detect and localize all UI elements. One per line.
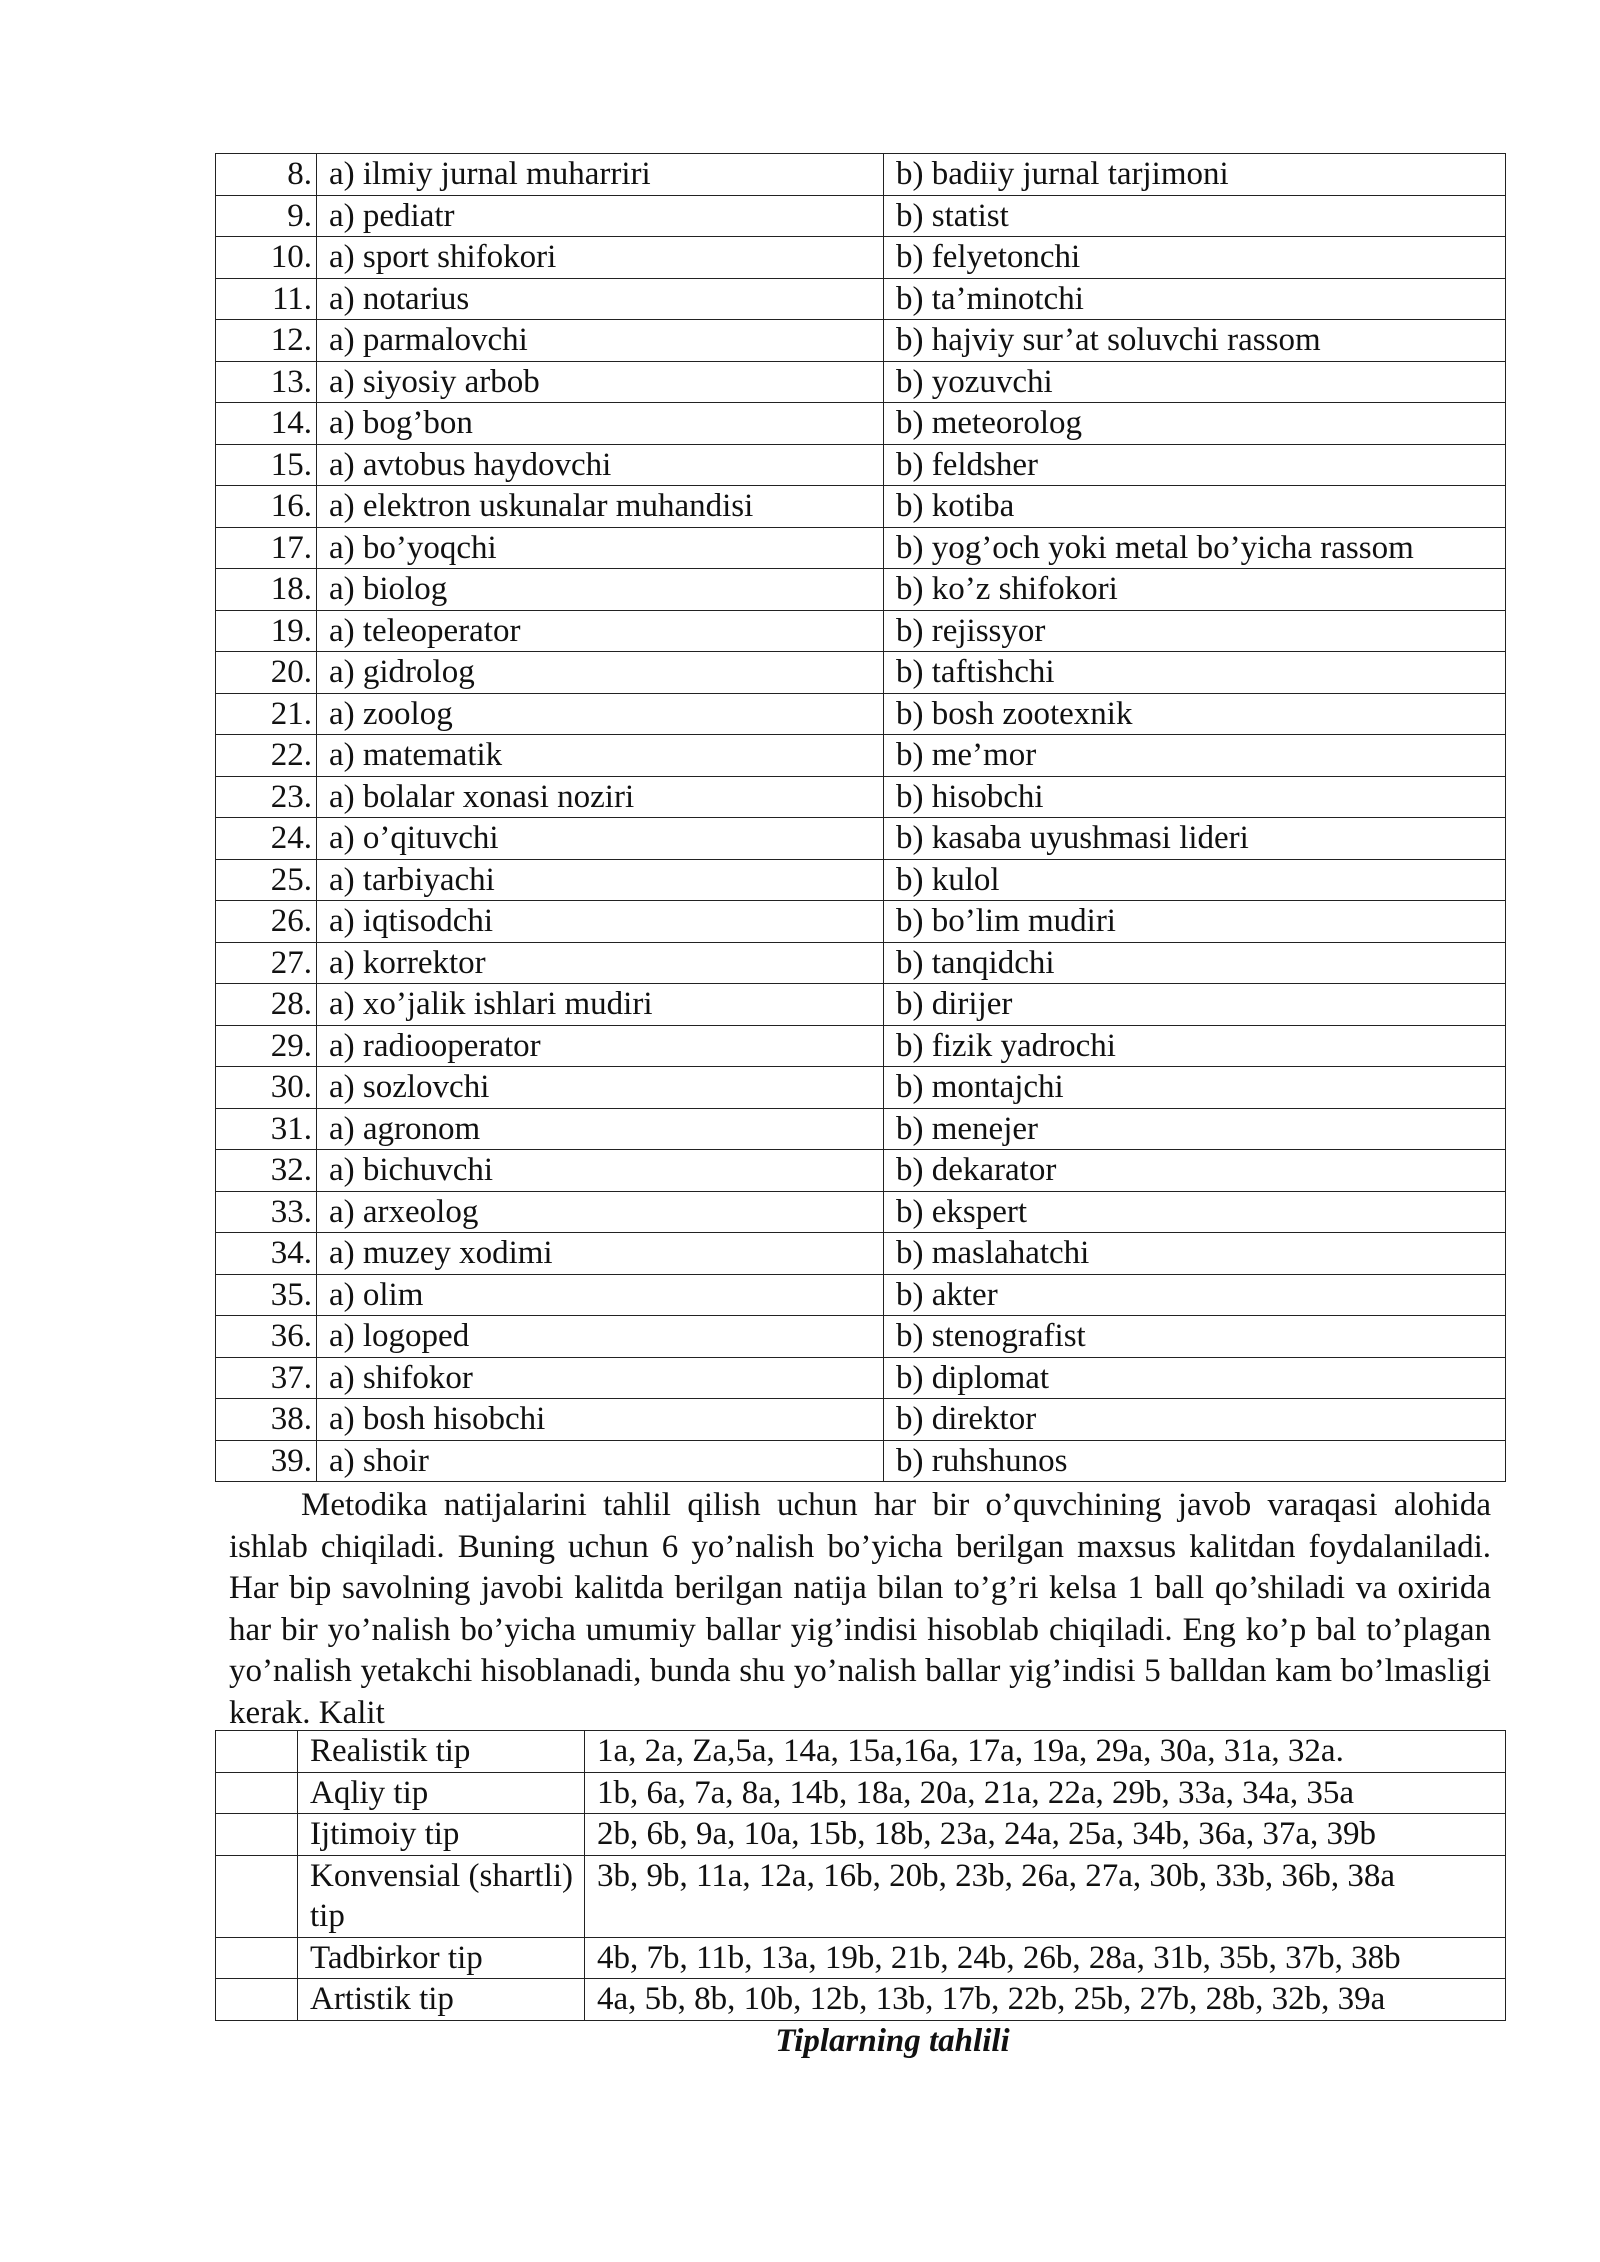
option-a: a) pediatr xyxy=(317,195,884,237)
option-a: a) biolog xyxy=(317,569,884,611)
row-number: 34. xyxy=(216,1233,317,1275)
table-row xyxy=(216,154,1506,196)
table-row xyxy=(216,776,1506,818)
type-answers: 1b, 6a, 7a, 8a, 14b, 18a, 20a, 21a, 22a, 29b, 33a, 34a, 35a xyxy=(585,1772,1506,1814)
type-answers: 4a, 5b, 8b, 10b, 12b, 13b, 17b, 22b, 25b, 27b, 28b, 32b, 39a xyxy=(585,1979,1506,2021)
option-b: b) taftishchi xyxy=(884,652,1506,694)
row-number: 24. xyxy=(216,818,317,860)
row-number: 26. xyxy=(216,901,317,943)
row-number: 20. xyxy=(216,652,317,694)
row-number: 11. xyxy=(216,278,317,320)
row-number: 29. xyxy=(216,1025,317,1067)
method-paragraph-text: Metodika natijalarini tahlil qilish uchun har bir o’quvchining javob varaqasi alohida ishlab chiqiladi. Buning uchun 6 yo’nalish bo’yicha berilgan maxsus kalitdan foydalaniladi. Har bip savolning javobi kalitda berilgan natija bilan to’g’ri kelsa 1 ball qo’shiladi va oxirida har bir yo’nalish bo’yicha umumiy ballar yig’indisi hisoblab chiqiladi. Eng ko’p bal to’plagan yo’nalish yetakchi hisoblanadi, bunda shu yo’nalish ballar yig’indisi 5 balldan kam bo’lmasligi kerak. Kalit xyxy=(229,1487,1491,1731)
empty-cell xyxy=(216,1772,298,1814)
row-number: 36. xyxy=(216,1316,317,1358)
option-b: b) yozuvchi xyxy=(884,361,1506,403)
type-answers: 2b, 6b, 9a, 10a, 15b, 18b, 23a, 24a, 25a, 34b, 36a, 37a, 39b xyxy=(585,1814,1506,1856)
empty-cell xyxy=(216,1855,298,1937)
option-a: a) matematik xyxy=(317,735,884,777)
row-number: 17. xyxy=(216,527,317,569)
table-row xyxy=(216,610,1506,652)
row-number: 14. xyxy=(216,403,317,445)
table-row xyxy=(216,942,1506,984)
row-number: 13. xyxy=(216,361,317,403)
key-row xyxy=(216,1855,1506,1937)
option-a: a) elektron uskunalar muhandisi xyxy=(317,486,884,528)
option-b: b) dirijer xyxy=(884,984,1506,1026)
key-row xyxy=(216,1979,1506,2021)
option-b: b) montajchi xyxy=(884,1067,1506,1109)
row-number: 10. xyxy=(216,237,317,279)
option-a: a) sport shifokori xyxy=(317,237,884,279)
option-b: b) maslahatchi xyxy=(884,1233,1506,1275)
table-row xyxy=(216,818,1506,860)
option-a: a) bog’bon xyxy=(317,403,884,445)
empty-cell xyxy=(216,1814,298,1856)
row-number: 38. xyxy=(216,1399,317,1441)
option-a: a) tarbiyachi xyxy=(317,859,884,901)
row-number: 25. xyxy=(216,859,317,901)
type-name: Konvensial (shartli) tip xyxy=(298,1855,585,1937)
row-number: 12. xyxy=(216,320,317,362)
option-a: a) arxeolog xyxy=(317,1191,884,1233)
type-name: Artistik tip xyxy=(298,1979,585,2021)
row-number: 16. xyxy=(216,486,317,528)
row-number: 33. xyxy=(216,1191,317,1233)
option-a: a) bolalar xonasi noziri xyxy=(317,776,884,818)
table-row xyxy=(216,1233,1506,1275)
table-row xyxy=(216,1108,1506,1150)
table-row xyxy=(216,195,1506,237)
option-b: b) kotiba xyxy=(884,486,1506,528)
option-a: a) radiooperator xyxy=(317,1025,884,1067)
option-b: b) ekspert xyxy=(884,1191,1506,1233)
option-a: a) o’qituvchi xyxy=(317,818,884,860)
row-number: 28. xyxy=(216,984,317,1026)
table-row xyxy=(216,984,1506,1026)
row-number: 31. xyxy=(216,1108,317,1150)
option-b: b) statist xyxy=(884,195,1506,237)
row-number: 35. xyxy=(216,1274,317,1316)
table-row xyxy=(216,901,1506,943)
key-row xyxy=(216,1772,1506,1814)
section-caption: Tiplarning tahlili xyxy=(775,2023,1010,2059)
option-a: a) ilmiy jurnal muharriri xyxy=(317,154,884,196)
empty-cell xyxy=(216,1731,298,1773)
row-number: 32. xyxy=(216,1150,317,1192)
type-name: Tadbirkor tip xyxy=(298,1937,585,1979)
option-a: a) avtobus haydovchi xyxy=(317,444,884,486)
table-row xyxy=(216,1357,1506,1399)
option-a: a) logoped xyxy=(317,1316,884,1358)
type-answers: 1a, 2a, Za,5a, 14a, 15a,16a, 17a, 19a, 29a, 30a, 31a, 32a. xyxy=(585,1731,1506,1773)
option-b: b) fizik yadrochi xyxy=(884,1025,1506,1067)
table-row xyxy=(216,1440,1506,1482)
option-a: a) zoolog xyxy=(317,693,884,735)
row-number: 9. xyxy=(216,195,317,237)
option-a: a) gidrolog xyxy=(317,652,884,694)
option-a: a) bo’yoqchi xyxy=(317,527,884,569)
row-number: 22. xyxy=(216,735,317,777)
option-a: a) shifokor xyxy=(317,1357,884,1399)
option-b: b) dekarator xyxy=(884,1150,1506,1192)
option-b: b) feldsher xyxy=(884,444,1506,486)
option-a: a) olim xyxy=(317,1274,884,1316)
empty-cell xyxy=(216,1937,298,1979)
answer-key-table xyxy=(215,1730,1506,2021)
row-number: 23. xyxy=(216,776,317,818)
option-b: b) ruhshunos xyxy=(884,1440,1506,1482)
table-row xyxy=(216,361,1506,403)
option-b: b) diplomat xyxy=(884,1357,1506,1399)
row-number: 27. xyxy=(216,942,317,984)
table-row xyxy=(216,569,1506,611)
option-b: b) menejer xyxy=(884,1108,1506,1150)
option-a: a) notarius xyxy=(317,278,884,320)
table-row xyxy=(216,486,1506,528)
method-paragraph xyxy=(229,1485,1491,1734)
table-row xyxy=(216,735,1506,777)
option-b: b) direktor xyxy=(884,1399,1506,1441)
table-row xyxy=(216,1150,1506,1192)
option-b: b) kulol xyxy=(884,859,1506,901)
table-row xyxy=(216,859,1506,901)
option-b: b) me’mor xyxy=(884,735,1506,777)
table-row xyxy=(216,693,1506,735)
option-a: a) shoir xyxy=(317,1440,884,1482)
option-a: a) bosh hisobchi xyxy=(317,1399,884,1441)
table-row xyxy=(216,1399,1506,1441)
row-number: 39. xyxy=(216,1440,317,1482)
row-number: 19. xyxy=(216,610,317,652)
option-a: a) teleoperator xyxy=(317,610,884,652)
row-number: 21. xyxy=(216,693,317,735)
option-b: b) bo’lim mudiri xyxy=(884,901,1506,943)
table-row xyxy=(216,320,1506,362)
option-b: b) akter xyxy=(884,1274,1506,1316)
type-name: Ijtimoiy tip xyxy=(298,1814,585,1856)
option-b: b) kasaba uyushmasi lideri xyxy=(884,818,1506,860)
profession-pairs-table xyxy=(215,153,1506,1482)
row-number: 18. xyxy=(216,569,317,611)
table-row xyxy=(216,652,1506,694)
row-number: 30. xyxy=(216,1067,317,1109)
option-b: b) rejissyor xyxy=(884,610,1506,652)
key-row xyxy=(216,1937,1506,1979)
type-name: Realistik tip xyxy=(298,1731,585,1773)
row-number: 37. xyxy=(216,1357,317,1399)
table-row xyxy=(216,1274,1506,1316)
type-answers: 4b, 7b, 11b, 13a, 19b, 21b, 24b, 26b, 28a, 31b, 35b, 37b, 38b xyxy=(585,1937,1506,1979)
option-b: b) hajviy sur’at soluvchi rassom xyxy=(884,320,1506,362)
table-row xyxy=(216,527,1506,569)
option-b: b) ko’z shifokori xyxy=(884,569,1506,611)
key-row xyxy=(216,1731,1506,1773)
table-row xyxy=(216,278,1506,320)
table-row xyxy=(216,237,1506,279)
table-row xyxy=(216,1025,1506,1067)
type-answers: 3b, 9b, 11a, 12a, 16b, 20b, 23b, 26a, 27a, 30b, 33b, 36b, 38a xyxy=(585,1855,1506,1937)
empty-cell xyxy=(216,1979,298,2021)
option-b: b) ta’minotchi xyxy=(884,278,1506,320)
option-b: b) bosh zootexnik xyxy=(884,693,1506,735)
option-a: a) korrektor xyxy=(317,942,884,984)
option-b: b) yog’och yoki metal bo’yicha rassom xyxy=(884,527,1506,569)
table-row xyxy=(216,1067,1506,1109)
table-row xyxy=(216,403,1506,445)
option-a: a) muzey xodimi xyxy=(317,1233,884,1275)
option-b: b) stenografist xyxy=(884,1316,1506,1358)
option-a: a) iqtisodchi xyxy=(317,901,884,943)
option-a: a) sozlovchi xyxy=(317,1067,884,1109)
option-b: b) badiiy jurnal tarjimoni xyxy=(884,154,1506,196)
table-row xyxy=(216,444,1506,486)
option-a: a) xo’jalik ishlari mudiri xyxy=(317,984,884,1026)
option-a: a) siyosiy arbob xyxy=(317,361,884,403)
option-b: b) tanqidchi xyxy=(884,942,1506,984)
option-a: a) bichuvchi xyxy=(317,1150,884,1192)
table-row xyxy=(216,1191,1506,1233)
row-number: 15. xyxy=(216,444,317,486)
option-b: b) meteorolog xyxy=(884,403,1506,445)
row-number: 8. xyxy=(216,154,317,196)
option-b: b) felyetonchi xyxy=(884,237,1506,279)
key-row xyxy=(216,1814,1506,1856)
option-a: a) parmalovchi xyxy=(317,320,884,362)
table-row xyxy=(216,1316,1506,1358)
option-b: b) hisobchi xyxy=(884,776,1506,818)
type-name: Aqliy tip xyxy=(298,1772,585,1814)
option-a: a) agronom xyxy=(317,1108,884,1150)
